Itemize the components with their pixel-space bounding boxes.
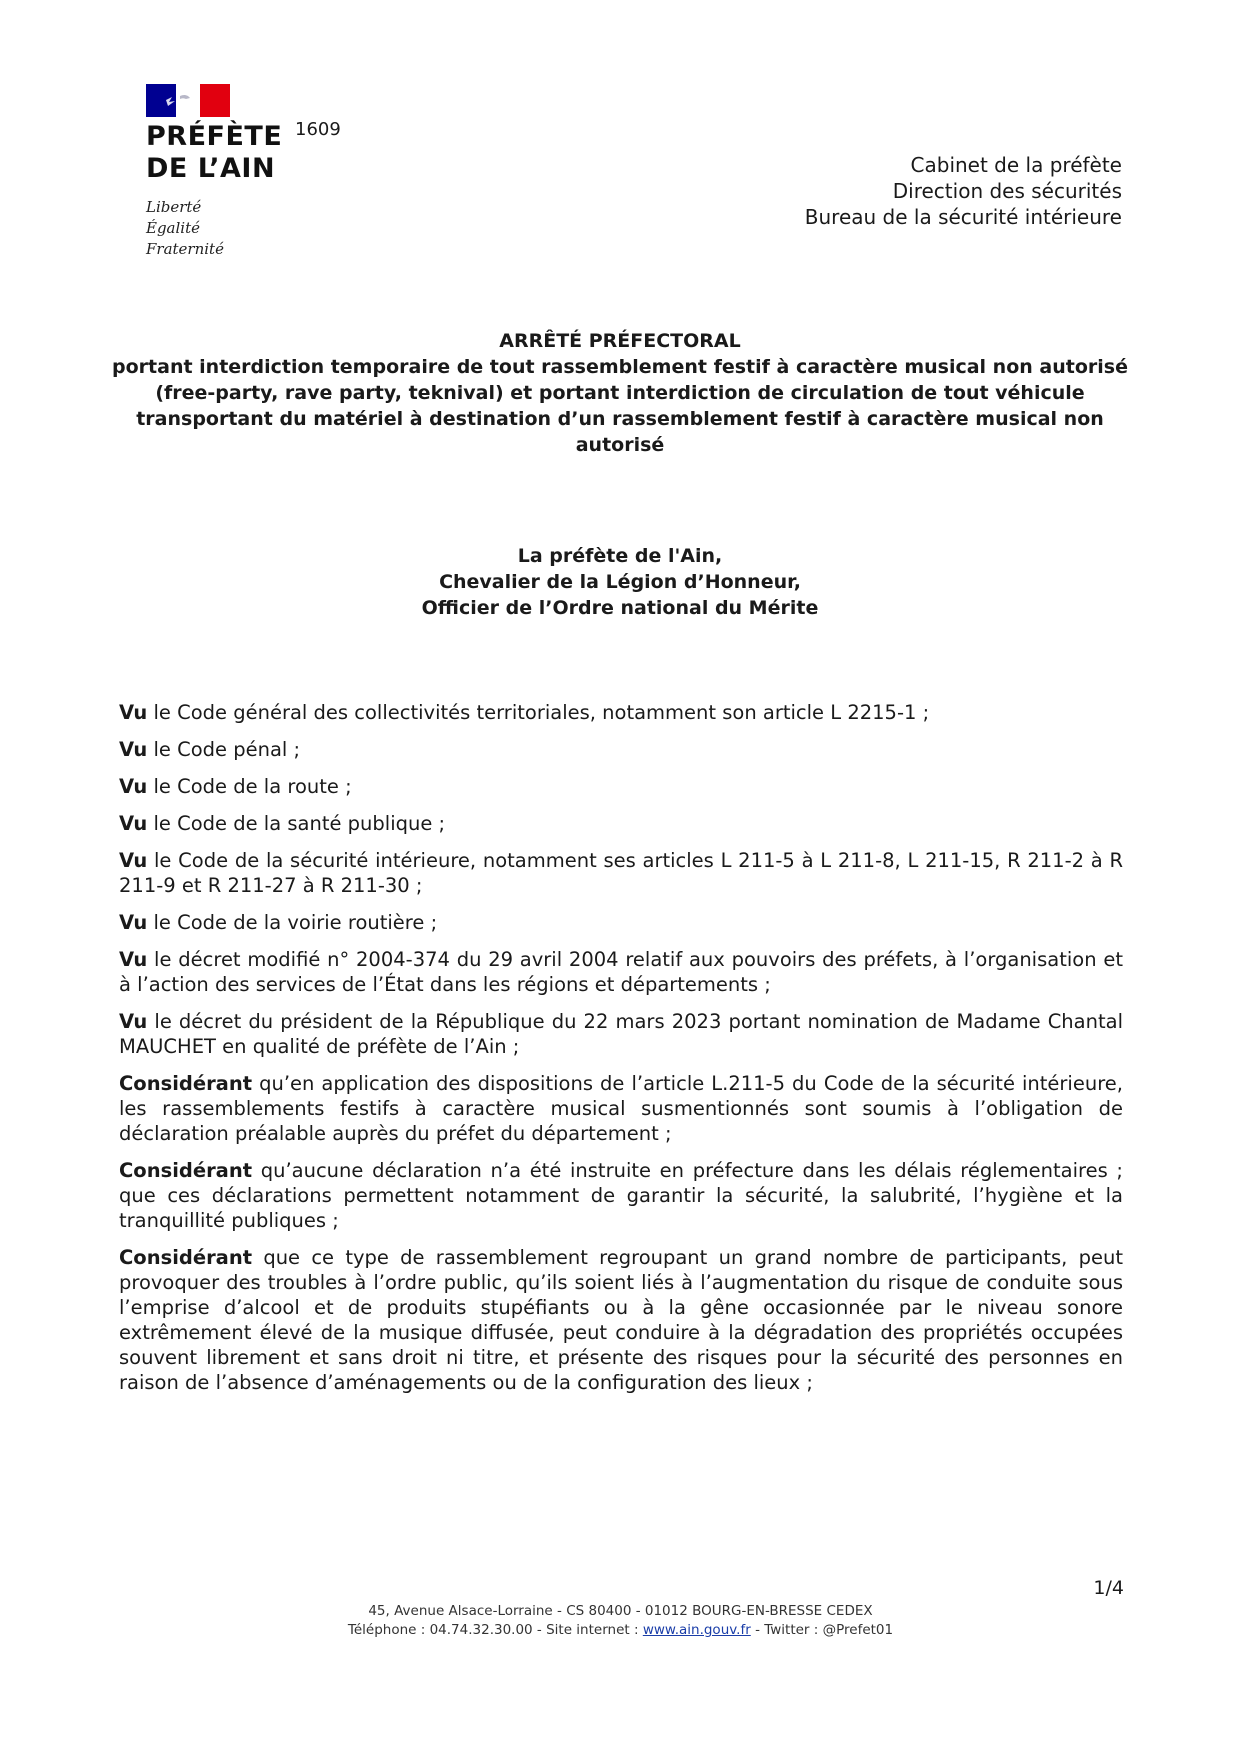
considering-paragraph: Considérant que ce type de rassemblement regroupant un grand nombre de participants, peut provoquer des troubles à l’ordre public, qu’ils soient liés à l’augmentation du risque de conduite sous l’emprise d’alcool et de produits stupéfiants ou à la gêne occasionnée par le niveau sonore extrêmement élevé de la musique diffusée, peut conduire à la dégradation des propriétés occupées souvent librement et sans droit ni titre, et présente des risques pour la sécurité des personnes en raison de l’absence d’aménagements ou de la configuration des lieux ; — [119, 1246, 1123, 1394]
recital-paragraph: Vu le Code de la voirie routière ; — [119, 911, 438, 934]
decree-heading: ARRÊTÉ PRÉFECTORAL — [499, 330, 741, 352]
service-line: Direction des sécurités — [892, 179, 1122, 203]
reference-number: 1609 — [295, 119, 341, 140]
recital-paragraph: Vu le Code de la route ; — [119, 775, 352, 798]
republic-motto: Liberté Égalité Fraternité — [146, 198, 224, 258]
issuing-service — [805, 152, 1122, 230]
decree-subtitle-line: transportant du matériel à destination d’un rassemblement festif à caractère musical non autorisé — [136, 408, 1104, 456]
recital-paragraph: Vu le décret modifié n° 2004-374 du 29 avril 2004 relatif aux pouvoirs des préfets, à l’organisation et à l’action des services de l’État dans les régions et départements ; — [119, 948, 1123, 996]
recital-paragraph: Vu le Code de la sécurité intérieure, notamment ses articles L 211-5 à L 211-8, L 211-15, R 211-2 à R 211-9 et R 211-27 à R 211-30 ; — [119, 849, 1123, 897]
authority-line: La préfète de l'Ain, — [517, 545, 723, 567]
considering-paragraph: Considérant qu’en application des dispositions de l’article L.211-5 du Code de la sécurité intérieure, les rassemblements festifs à caractère musical susmentionnés sont soumis à l’obligation de déclaration préalable auprès du préfet du département ; — [119, 1072, 1123, 1145]
logo-title: PRÉFÈTE DE L’AIN — [146, 121, 283, 184]
footer-contact: Téléphone : 04.74.32.30.00 - Site internet : www.ain.gouv.fr - Twitter : @Prefet01 — [347, 1622, 894, 1638]
recital-paragraph: Vu le Code pénal ; — [119, 738, 301, 761]
marianne-flag-icon — [146, 84, 230, 117]
footer — [0, 1602, 1241, 1640]
prefecture-logo — [146, 84, 296, 260]
recital-paragraph: Vu le décret du président de la République du 22 mars 2023 portant nomination de Madame Chantal MAUCHET en qualité de préfète de l’Ain ; — [119, 1010, 1123, 1058]
authority-line: Officier de l’Ordre national du Mérite — [421, 597, 819, 619]
recital-paragraph: Vu le Code de la santé publique ; — [119, 812, 446, 835]
signing-authority — [110, 543, 1130, 621]
website-link[interactable]: www.ain.gouv.fr — [642, 1622, 751, 1638]
decree-title — [110, 328, 1130, 458]
recital-paragraph: Vu le Code général des collectivités territoriales, notamment son article L 2215-1 ; — [119, 701, 930, 724]
decree-subtitle-line: portant interdiction temporaire de tout rassemblement festif à caractère musical non autorisé — [112, 356, 1128, 378]
authority-line: Chevalier de la Légion d’Honneur, — [439, 571, 801, 593]
service-line: Cabinet de la préfète — [910, 153, 1122, 177]
decree-subtitle-line: (free-party, rave party, teknival) et portant interdiction de circulation de tout véhicule — [155, 382, 1085, 404]
service-line: Bureau de la sécurité intérieure — [804, 205, 1122, 229]
footer-address: 45, Avenue Alsace-Lorraine - CS 80400 - 01012 BOURG-EN-BRESSE CEDEX — [368, 1603, 873, 1619]
considering-paragraph: Considérant qu’aucune déclaration n’a été instruite en préfecture dans les délais réglementaires ; que ces déclarations permettent notamment de garantir la sécurité, la salubrité, l’hygiène et la tranquillité publiques ; — [119, 1159, 1123, 1232]
decree-body — [119, 700, 1123, 1407]
page-number: 1/4 — [1093, 1577, 1124, 1599]
